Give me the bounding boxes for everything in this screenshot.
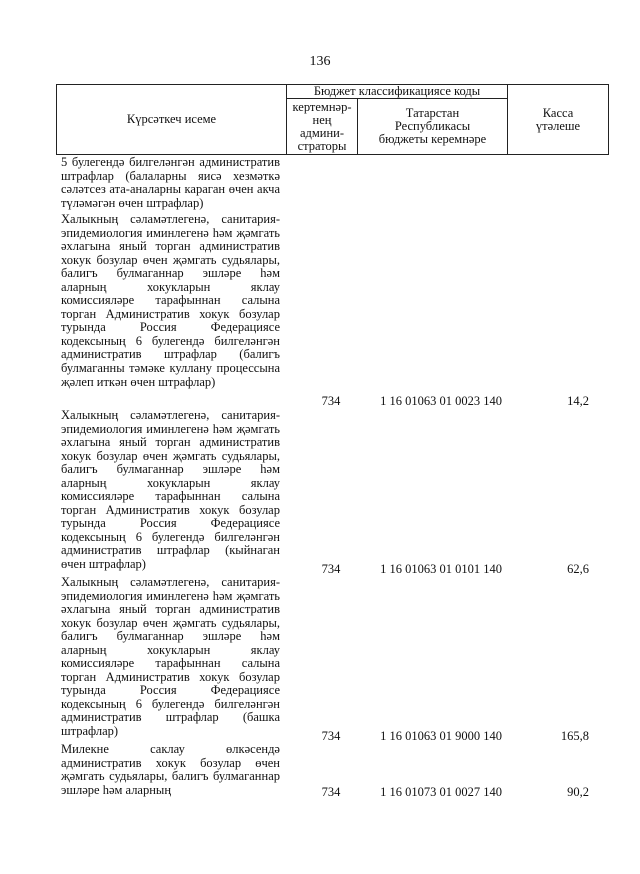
table-row-revenue-code: 1 16 01073 01 0027 140 — [380, 785, 502, 799]
table-row-admin-code: 734 — [321, 562, 341, 576]
table-row-indicator: Халыкның сәламәтлегенә, санитария-эпидемиология иминлегенә һәм җәмгать әхлагына яный торган административ хокук бозулар өчен җәмгать судьялары, балигъ булмаганнар эшләре һәм аларның хокукларын яклау комиссияләре тарафыннан салына торган Административ хокук бозулар турында Россия Федерациясе кодексының 6 булегендә билгеләнгән административ штрафлар (кыйнаган өчен штрафлар) — [61, 408, 280, 572]
header-republic-budget-revenues: Татарстан Республикасы бюджеты керемнәре — [357, 98, 508, 155]
table-row-indicator: Халыкның сәламәтлегенә, санитария-эпидемиология иминлегенә һәм җәмгать әхлагына яный торган административ хокук бозулар өчен җәмгать судьялары, балигъ булмаганнар эшләре һәм аларның хокукларын яклау комиссияләре тарафыннан салына торган Административ хокук бозулар турында Россия Федерациясе кодексының 6 булегендә билгеләнгән административ штрафлар (башка штрафлар) — [61, 575, 280, 739]
header-budget-classification: Бюджет классификациясе коды — [286, 84, 508, 99]
table-row-revenue-code: 1 16 01063 01 9000 140 — [380, 729, 502, 743]
table-row-admin-code: 734 — [321, 394, 341, 408]
page-number: 136 — [309, 54, 331, 69]
table-row-indicator: Милекне саклау өлкәсендә административ хокук бозулар өчен җәмгать судьялары, балигъ булмаганнар эшләре һәм аларның — [61, 742, 280, 797]
table-row-indicator: Халыкның сәламәтлегенә, санитария-эпидемиология иминлегенә һәм җәмгать әхлагына яный торган административ хокук бозулар өчен җәмгать судьялары, балигъ булмаганнар эшләре һәм аларның хокукларын яклау комиссияләре тарафыннан салына торган Административ хокук бозулар турында Россия Федерациясе кодексының 6 булегендә билгеләнгән административ штрафлар (балигъ булмаганны тәмәке куллану процессына җәлеп иткән өчен штрафлар) — [61, 212, 280, 389]
header-cash-execution: Касса үтәлеше — [507, 84, 609, 155]
table-row-revenue-code: 1 16 01063 01 0023 140 — [380, 394, 502, 408]
table-row-cash-amount: 62,6 — [567, 562, 589, 576]
header-indicator-name: Күрсәткеч исеме — [56, 84, 287, 155]
table-row-revenue-code: 1 16 01063 01 0101 140 — [380, 562, 502, 576]
table-row-cash-amount: 90,2 — [567, 785, 589, 799]
table-row-cash-amount: 165,8 — [560, 729, 589, 743]
table-row-admin-code: 734 — [321, 729, 341, 743]
table-row-indicator: 5 булегендә билгеләнгән административ штрафлар (балаларны яисә хезмәткә сәләтсез ата-аналарны караган өчен акча түләмәгән өчен штрафлар) — [61, 155, 280, 210]
table-row-cash-amount: 14,2 — [567, 394, 589, 408]
table-row-admin-code: 734 — [321, 785, 341, 799]
header-revenue-administrators: кертемнәр- нең админи- страторы — [286, 98, 358, 155]
